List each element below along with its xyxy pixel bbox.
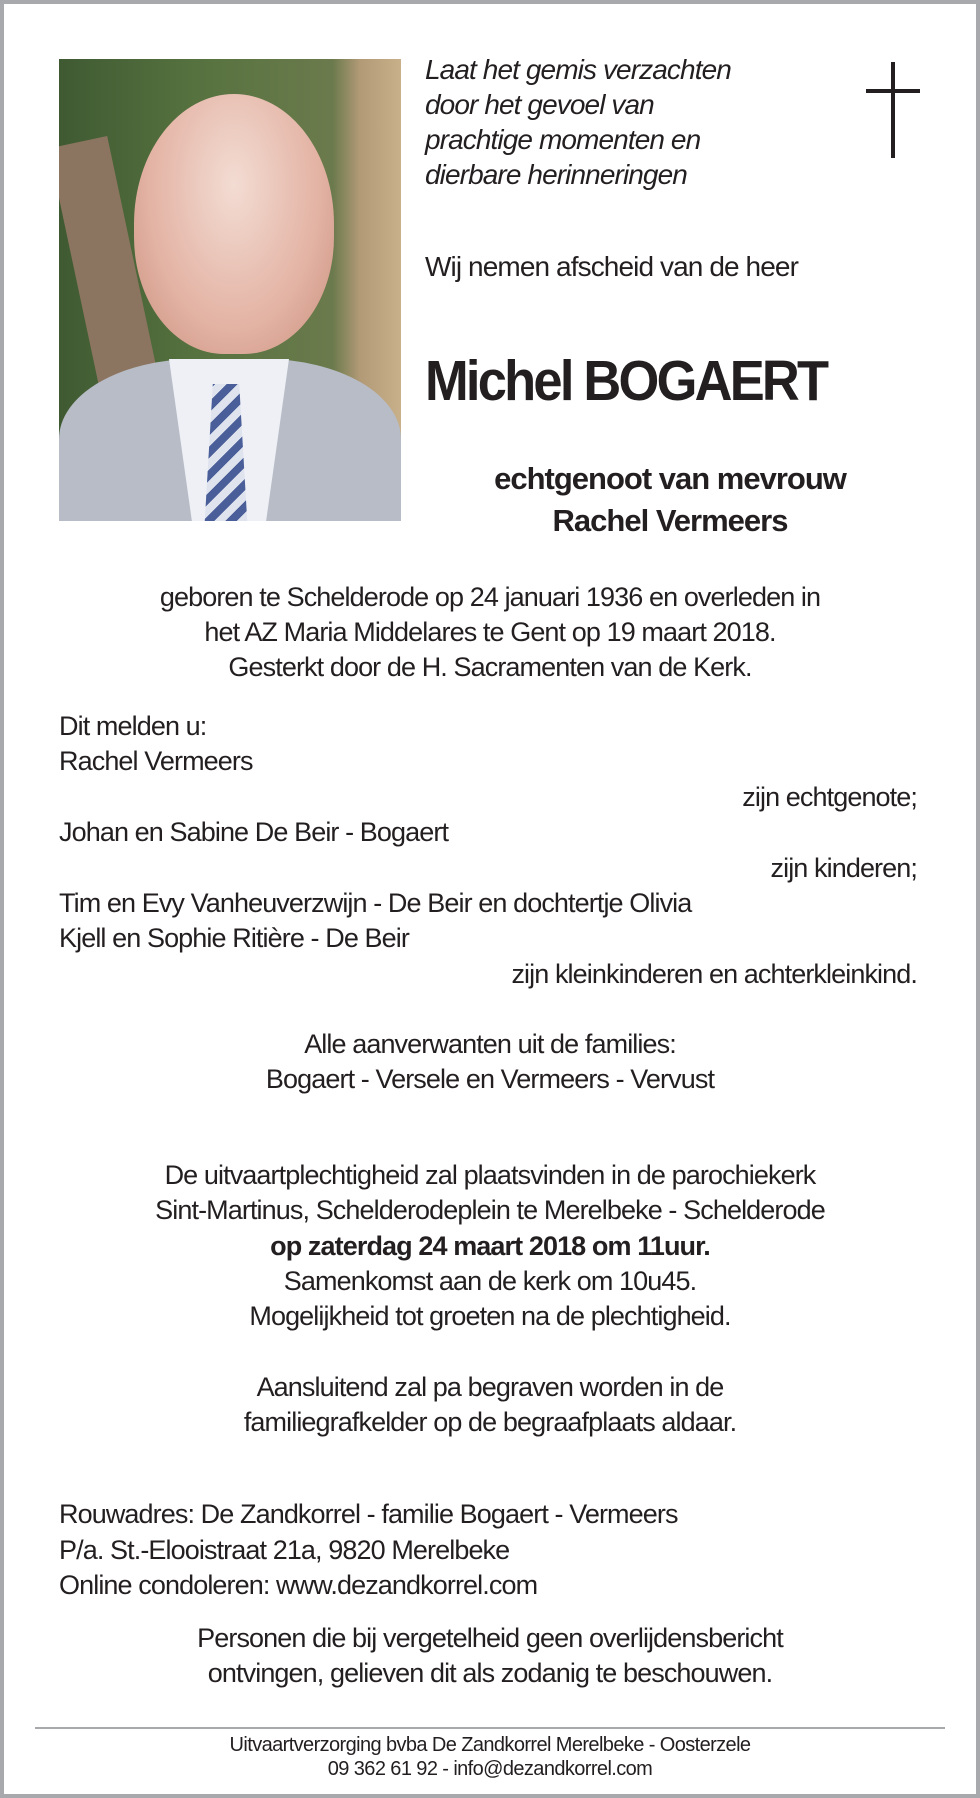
portrait-photo [59,59,401,521]
family-relation: zijn kinderen; [770,853,917,883]
relatives-line: Alle aanverwanten uit de families: [304,1029,676,1059]
intro-text: Wij nemen afscheid van de heer [425,251,798,282]
address-line: Rouwadres: De Zandkorrel - familie Bogaert - Vermeers [59,1499,678,1529]
condolence-link[interactable]: Online condoleren: www.dezandkorrel.com [59,1570,538,1600]
funeral-line: De uitvaartplechtigheid zal plaatsvinden in de parochiekerk [164,1160,816,1190]
memorial-quote [425,52,731,192]
family-member: Kjell en Sophie Ritière - De Beir [59,923,409,953]
funeral-line: Mogelijkheid tot groeten na de plechtigheid. [249,1301,731,1331]
spouse-name: Rachel Vermeers [552,503,788,538]
address-line: P/a. St.-Elooistraat 21a, 9820 Merelbeke [59,1535,510,1565]
notice-line: Personen die bij vergetelheid geen overlijdensbericht [197,1623,783,1653]
funeral-line: Samenkomst aan de kerk om 10u45. [283,1266,697,1296]
relatives-line: Bogaert - Versele en Vermeers - Vervust [265,1064,715,1094]
funeral-line: Sint-Martinus, Schelderodeplein te Merelbeke - Schelderode [155,1195,825,1225]
footer-company: Uitvaartverzorging bvba De Zandkorrel Merelbeke - Oosterzele [229,1734,751,1756]
family-relation: zijn echtgenote; [742,782,917,812]
spouse-line: echtgenoot van mevrouw [494,461,846,496]
footer-contact[interactable]: 09 362 61 92 - info@dezandkorrel.com [327,1758,653,1780]
notice-line: ontvingen, gelieven dit als zodanig te beschouwen. [207,1658,773,1688]
funeral-date: op zaterdag 24 maart 2018 om 11uur. [270,1231,710,1261]
footer-divider [35,1727,945,1729]
burial-line: Aansluitend zal pa begraven worden in de [256,1372,724,1402]
quote-line: dierbare herinneringen [425,159,687,190]
family-header: Dit melden u: [59,711,207,741]
birth-line: geboren te Schelderode op 24 januari 1936 en overleden in [159,582,821,612]
cross-icon [866,62,920,158]
spouse-info [440,458,900,542]
deceased-name: Michel BOGAERT [425,349,827,413]
birth-line: het AZ Maria Middelares te Gent op 19 maart 2018. [204,617,776,647]
family-member: Rachel Vermeers [59,746,253,776]
quote-line: Laat het gemis verzachten [425,54,731,85]
quote-line: prachtige momenten en [425,124,701,155]
quote-line: door het gevoel van [425,89,654,120]
birth-line: Gesterkt door de H. Sacramenten van de Kerk. [228,652,752,682]
family-member: Johan en Sabine De Beir - Bogaert [59,817,449,847]
burial-line: familiegrafkelder op de begraafplaats aldaar. [243,1407,737,1437]
family-relation: zijn kleinkinderen en achterkleinkind. [511,959,917,989]
family-member: Tim en Evy Vanheuverzwijn - De Beir en dochtertje Olivia [59,888,692,918]
